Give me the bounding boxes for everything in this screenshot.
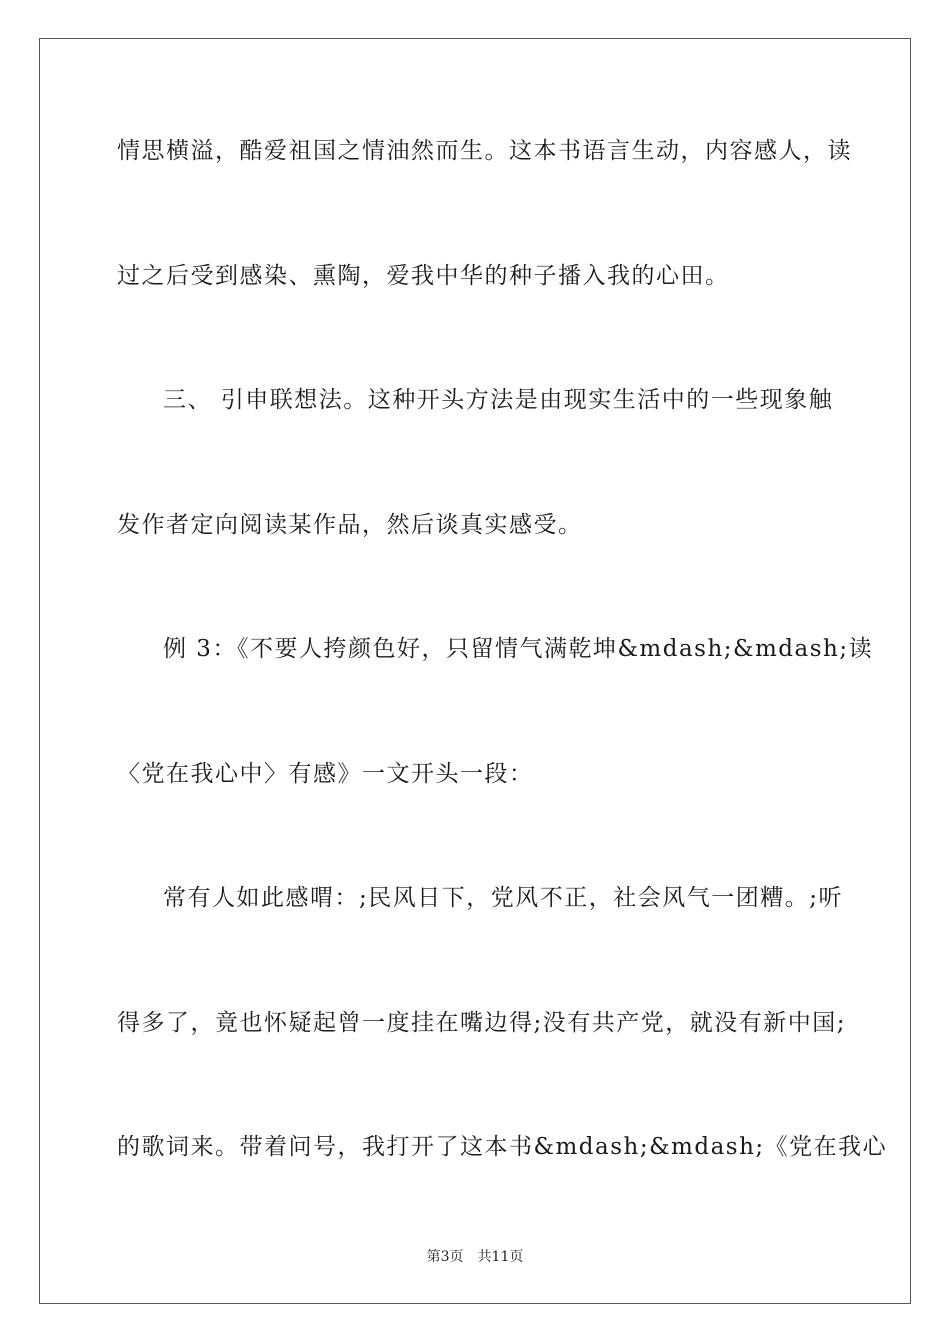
body-text-line: 得多了，竟也怀疑起曾一度挂在嘴边得;没有共产党，就没有新中国; — [117, 1010, 846, 1036]
page-border — [39, 38, 911, 1304]
body-text-line: 的歌词来。带着问号，我打开了这本书&mdash;&mdash;《党在我心 — [117, 1134, 888, 1160]
paragraph-start-line: 常有人如此感喟：;民风日下，党风不正，社会风气一团糟。;听 — [163, 885, 843, 911]
body-text-line: 发作者定向阅读某作品，然后谈真实感受。 — [117, 512, 583, 538]
section-heading-line: 三、 引申联想法。这种开头方法是由现实生活中的一些现象触 — [163, 387, 834, 413]
body-text-line: 过之后受到感染、熏陶，爱我中华的种子播入我的心田。 — [117, 263, 730, 289]
body-text-line: 情思横溢，酷爱祖国之情油然而生。这本书语言生动，内容感人，读 — [117, 138, 852, 164]
example-title-line: 例 3：《不要人挎颜色好，只留情气满乾坤&mdash;&mdash;读 — [163, 636, 874, 662]
page-number-footer: 第3页 共11页 — [426, 1249, 524, 1265]
body-text-line: 〈党在我心中〉有感》一文开头一段： — [117, 761, 534, 787]
